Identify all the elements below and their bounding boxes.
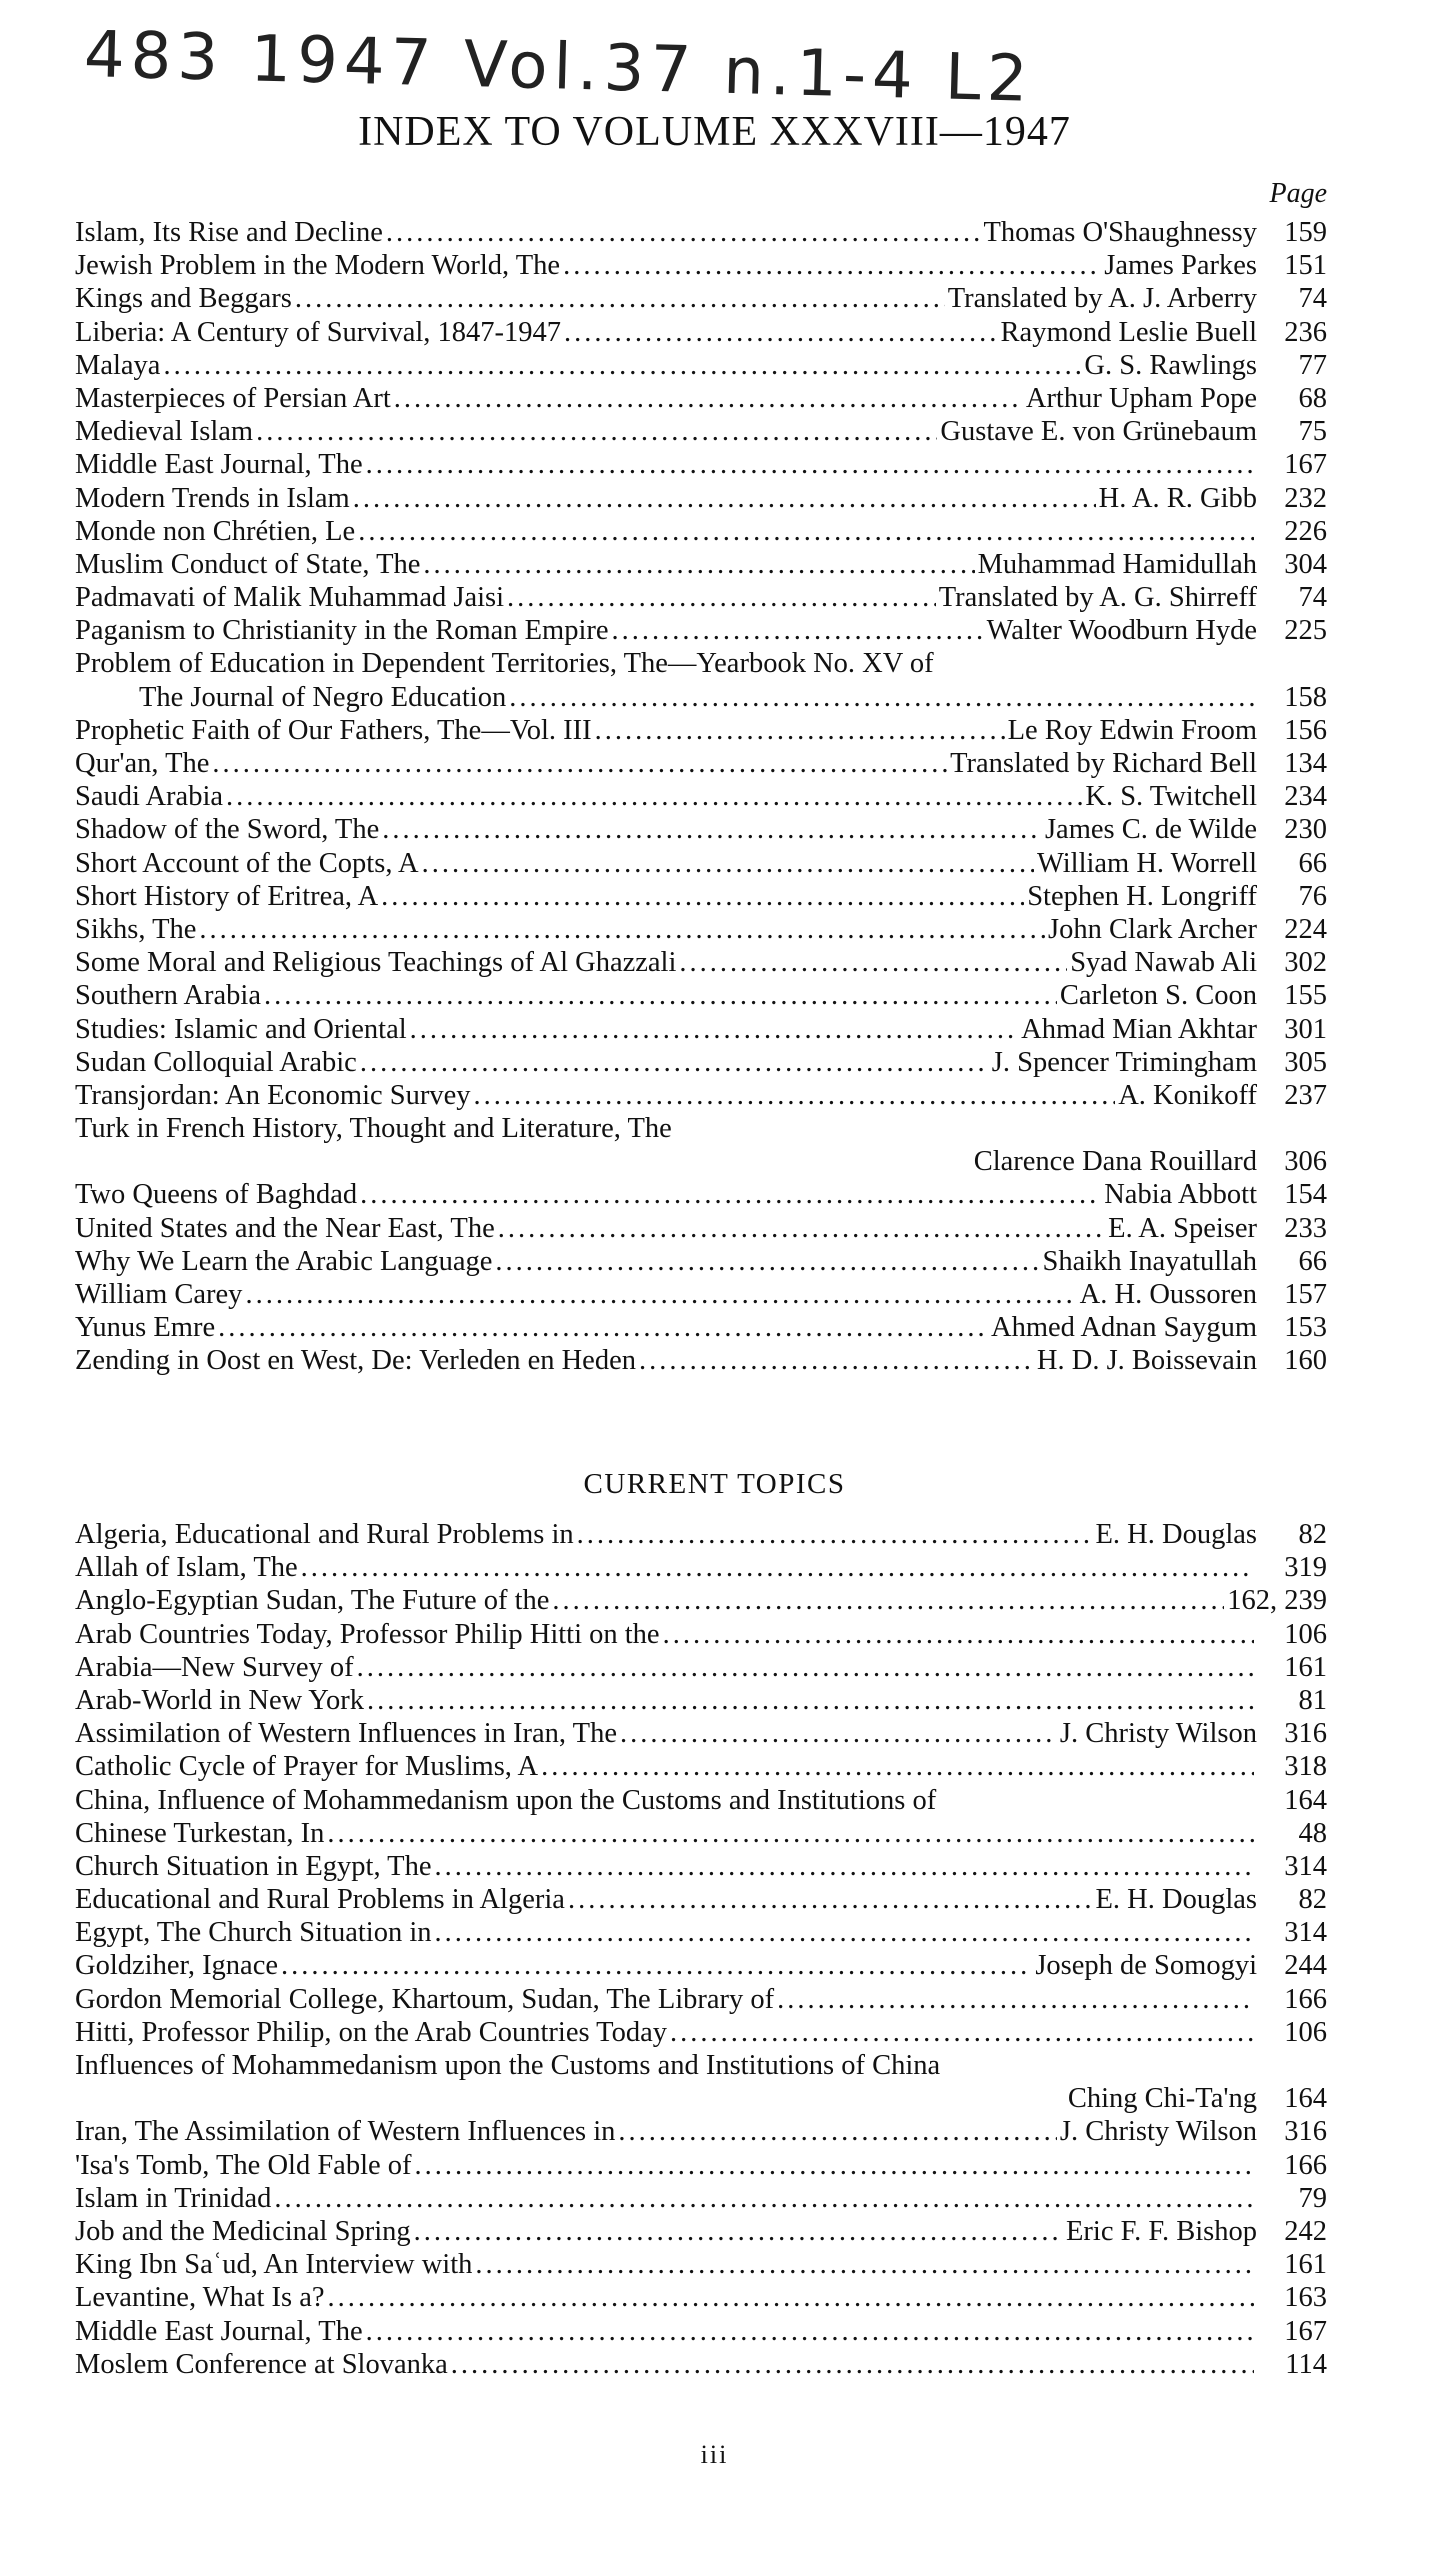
handwritten-note: 483 1947 Vol.37 n.1-4 L2 bbox=[83, 18, 1035, 117]
entry-title: Short Account of the Copts, A bbox=[75, 847, 419, 879]
dot-leader bbox=[394, 382, 1023, 415]
dot-leader bbox=[358, 515, 1254, 548]
entry-page: 82 bbox=[1298, 1884, 1327, 1916]
entry-title: Anglo-Egyptian Sudan, The Future of the bbox=[75, 1585, 550, 1617]
entry-page: 314 bbox=[1284, 1850, 1327, 1882]
entry-page: 151 bbox=[1284, 250, 1327, 282]
index-entry bbox=[75, 1883, 1327, 1916]
dot-leader bbox=[670, 2016, 1254, 2049]
entry-author: Ching Chi-Ta'ng bbox=[1067, 2083, 1257, 2115]
entry-author: Muhammad Hamidullah bbox=[977, 548, 1257, 580]
entry-page: 305 bbox=[1284, 1046, 1327, 1078]
dot-leader bbox=[475, 2248, 1254, 2281]
dot-leader bbox=[568, 1883, 1093, 1916]
entry-title: Yunus Emre bbox=[75, 1312, 216, 1344]
index-entry bbox=[75, 1518, 1327, 1551]
dot-leader bbox=[410, 1013, 1018, 1046]
entry-page: 66 bbox=[1298, 847, 1327, 879]
entry-title: King Ibn Saʿud, An Interview with bbox=[75, 2249, 473, 2281]
dot-leader bbox=[281, 1949, 1032, 1982]
index-entry bbox=[75, 1949, 1327, 1982]
index-entry bbox=[75, 1750, 1327, 1783]
index-entry bbox=[75, 1651, 1327, 1684]
entry-page: 166 bbox=[1284, 2149, 1327, 2181]
index-entry bbox=[75, 1112, 1327, 1145]
index-entry bbox=[75, 2248, 1327, 2281]
index-entry bbox=[75, 2315, 1327, 2348]
entry-title: Middle East Journal, The bbox=[75, 2315, 363, 2347]
entry-author: John Clark Archer bbox=[1048, 913, 1257, 945]
current-topics-heading: CURRENT TOPICS bbox=[583, 1468, 846, 1500]
index-entry bbox=[75, 1850, 1327, 1883]
entry-page: 167 bbox=[1284, 449, 1327, 481]
entry-title: Chinese Turkestan, In bbox=[75, 1817, 325, 1849]
entry-page: 82 bbox=[1298, 1519, 1327, 1550]
entry-page: 167 bbox=[1284, 2315, 1327, 2347]
entry-author: Thomas O'Shaughnessy bbox=[983, 217, 1257, 248]
entry-author: Stephen H. Longriff bbox=[1027, 880, 1257, 912]
entry-page: 114 bbox=[1285, 2348, 1327, 2380]
entry-title: Gordon Memorial College, Khartoum, Sudan, The Library of bbox=[75, 1983, 775, 2015]
entry-author: Translated by A. G. Shirreff bbox=[938, 582, 1257, 614]
dot-leader bbox=[264, 979, 1057, 1012]
index-list bbox=[75, 216, 1327, 1378]
index-entry bbox=[75, 1784, 1327, 1817]
entry-title: Liberia: A Century of Survival, 1847-1947 bbox=[75, 316, 562, 348]
entry-page: 159 bbox=[1284, 217, 1327, 248]
index-entry bbox=[75, 813, 1327, 846]
entry-title: Levantine, What Is a? bbox=[75, 2282, 325, 2314]
index-entry bbox=[75, 1178, 1327, 1211]
entry-title: Sikhs, The bbox=[75, 913, 197, 945]
entry-title: Padmavati of Malik Muhammad Jaisi bbox=[75, 582, 505, 614]
dot-leader bbox=[163, 349, 1081, 382]
index-entry bbox=[75, 482, 1327, 515]
entry-title: Qur'an, The bbox=[75, 748, 210, 779]
dot-leader bbox=[274, 2182, 1254, 2215]
entry-page: 134 bbox=[1284, 748, 1327, 779]
entry-title: Islam in Trinidad bbox=[75, 2182, 272, 2214]
dot-leader bbox=[777, 1983, 1254, 2016]
entry-title: Catholic Cycle of Prayer for Muslims, A bbox=[75, 1751, 539, 1783]
entry-title: Algeria, Educational and Rural Problems in bbox=[75, 1519, 574, 1550]
page-column-label: Page bbox=[1269, 178, 1327, 209]
index-entry bbox=[75, 714, 1327, 747]
entry-page: 316 bbox=[1284, 1718, 1327, 1750]
entry-author: J. Christy Wilson bbox=[1059, 1718, 1257, 1750]
entry-page: 160 bbox=[1284, 1345, 1327, 1377]
index-entry bbox=[75, 2049, 1327, 2082]
entry-page: 48 bbox=[1298, 1817, 1327, 1849]
dot-leader bbox=[663, 1618, 1254, 1651]
entry-author: Carleton S. Coon bbox=[1059, 980, 1257, 1012]
index-entry bbox=[75, 1916, 1327, 1949]
index-entry bbox=[75, 614, 1327, 647]
entry-title: Influences of Mohammedanism upon the Customs and Institutions of China bbox=[75, 2050, 941, 2081]
index-entry bbox=[75, 2182, 1327, 2215]
dot-leader bbox=[295, 282, 945, 315]
entry-title: Paganism to Christianity in the Roman Empire bbox=[75, 615, 609, 647]
entry-page: 163 bbox=[1284, 2282, 1327, 2314]
entry-page: 106 bbox=[1284, 1618, 1327, 1650]
index-entry bbox=[75, 1551, 1327, 1584]
index-entry bbox=[75, 847, 1327, 880]
entry-author: Translated by Richard Bell bbox=[950, 748, 1257, 779]
entry-title: Arabia—New Survey of bbox=[75, 1651, 354, 1683]
entry-page: 161 bbox=[1284, 1651, 1327, 1683]
entry-title: Southern Arabia bbox=[75, 980, 262, 1012]
dot-leader bbox=[498, 1212, 1105, 1245]
entry-page: 77 bbox=[1298, 349, 1327, 381]
entry-page: 157 bbox=[1284, 1279, 1327, 1310]
index-entry bbox=[75, 415, 1327, 448]
entry-page: 68 bbox=[1298, 382, 1327, 414]
index-entry bbox=[75, 282, 1327, 315]
dot-leader bbox=[451, 2348, 1254, 2381]
entry-title: 'Isa's Tomb, The Old Fable of bbox=[75, 2149, 412, 2181]
index-entry bbox=[75, 316, 1327, 349]
entry-title: Some Moral and Religious Teachings of Al Ghazzali bbox=[75, 947, 677, 979]
entry-author: Eric F. F. Bishop bbox=[1066, 2215, 1257, 2247]
entry-title: Muslim Conduct of State, The bbox=[75, 548, 421, 580]
entry-author: Ahmed Adnan Saygum bbox=[991, 1312, 1257, 1344]
entry-page: 164 bbox=[1284, 2083, 1327, 2115]
index-entry bbox=[75, 1817, 1327, 1850]
entry-author: Syad Nawab Ali bbox=[1070, 947, 1257, 979]
dot-leader bbox=[679, 946, 1067, 979]
dot-leader bbox=[612, 614, 984, 647]
index-entry-continuation bbox=[75, 2082, 1327, 2115]
index-entry bbox=[75, 1717, 1327, 1750]
index-entry bbox=[75, 2215, 1327, 2248]
entry-author: H. D. J. Boissevain bbox=[1036, 1345, 1257, 1377]
index-entry bbox=[75, 349, 1327, 382]
entry-title: Monde non Chrétien, Le bbox=[75, 515, 356, 547]
index-entry bbox=[75, 979, 1327, 1012]
entry-title: Educational and Rural Problems in Algeria bbox=[75, 1884, 565, 1916]
index-entry-continuation bbox=[75, 681, 1327, 714]
entry-title: Hitti, Professor Philip, on the Arab Countries Today bbox=[75, 2016, 667, 2048]
entry-author: Gustave E. von Grünebaum bbox=[940, 416, 1257, 448]
dot-leader bbox=[414, 2215, 1063, 2248]
index-entry bbox=[75, 647, 1327, 680]
entry-page: 242 bbox=[1284, 2215, 1327, 2247]
entry-title: Church Situation in Egypt, The bbox=[75, 1850, 432, 1882]
entry-author: Nabia Abbott bbox=[1104, 1179, 1257, 1211]
index-entry bbox=[75, 548, 1327, 581]
entry-title: Allah of Islam, The bbox=[75, 1552, 298, 1584]
entry-title: Goldziher, Ignace bbox=[75, 1950, 279, 1982]
index-entry bbox=[75, 448, 1327, 481]
entry-author: A. H. Oussoren bbox=[1079, 1279, 1257, 1310]
index-entry bbox=[75, 780, 1327, 813]
entry-author: J. Christy Wilson bbox=[1059, 2116, 1257, 2148]
entry-page: 106 bbox=[1284, 2016, 1327, 2048]
dot-leader bbox=[422, 847, 1034, 880]
index-entry bbox=[75, 2016, 1327, 2049]
entry-title: Moslem Conference at Slovanka bbox=[75, 2348, 448, 2380]
dot-leader bbox=[256, 415, 937, 448]
entry-page: 154 bbox=[1284, 1179, 1327, 1211]
dot-leader bbox=[382, 813, 1042, 846]
dot-leader bbox=[360, 1046, 989, 1079]
entry-title: Zending in Oost en West, De: Verleden en Heden bbox=[75, 1345, 636, 1377]
entry-author: Le Roy Edwin Froom bbox=[1007, 714, 1257, 746]
entry-author: Translated by A. J. Arberry bbox=[947, 283, 1257, 315]
entry-title: Sudan Colloquial Arabic bbox=[75, 1046, 357, 1078]
dot-leader bbox=[357, 1651, 1254, 1684]
dot-leader bbox=[301, 1551, 1254, 1584]
entry-title: Arab Countries Today, Professor Philip Hitti on the bbox=[75, 1618, 660, 1650]
entry-page: 158 bbox=[1284, 681, 1327, 713]
entry-title: Islam, Its Rise and Decline bbox=[75, 217, 383, 248]
index-entry bbox=[75, 2281, 1327, 2314]
entry-title: Jewish Problem in the Modern World, The bbox=[75, 250, 561, 282]
entry-page: 75 bbox=[1298, 416, 1327, 448]
entry-page: 79 bbox=[1298, 2182, 1327, 2214]
dot-leader bbox=[507, 581, 936, 614]
entry-page: 155 bbox=[1284, 980, 1327, 1012]
dot-leader bbox=[360, 1178, 1101, 1211]
entry-page: 224 bbox=[1284, 913, 1327, 945]
entry-title: China, Influence of Mohammedanism upon the Customs and Institutions of bbox=[75, 1784, 937, 1816]
entry-author: G. S. Rawlings bbox=[1084, 349, 1257, 381]
entry-page: 153 bbox=[1284, 1312, 1327, 1344]
index-entry bbox=[75, 216, 1327, 249]
entry-page: 233 bbox=[1284, 1212, 1327, 1244]
index-entry bbox=[75, 1278, 1327, 1311]
entry-page: 76 bbox=[1298, 880, 1327, 912]
entry-page: 316 bbox=[1284, 2116, 1327, 2148]
entry-author: J. Spencer Trimingham bbox=[991, 1046, 1257, 1078]
entry-title: United States and the Near East, The bbox=[75, 1212, 495, 1244]
entry-author: E. H. Douglas bbox=[1095, 1519, 1257, 1550]
entry-title: Short History of Eritrea, A bbox=[75, 880, 379, 912]
entry-title: Prophetic Faith of Our Fathers, The—Vol. III bbox=[75, 714, 592, 746]
dot-leader bbox=[353, 482, 1096, 515]
index-entry bbox=[75, 1212, 1327, 1245]
index-entry bbox=[75, 880, 1327, 913]
entry-page: 237 bbox=[1284, 1079, 1327, 1111]
entry-page: 81 bbox=[1298, 1684, 1327, 1716]
entry-author: James Parkes bbox=[1104, 250, 1257, 282]
index-entry bbox=[75, 913, 1327, 946]
dot-leader bbox=[386, 216, 981, 249]
entry-title: Assimilation of Western Influences in Iran, The bbox=[75, 1718, 617, 1750]
dot-leader bbox=[435, 1850, 1255, 1883]
entry-author: H. A. R. Gibb bbox=[1098, 482, 1257, 514]
entry-page: 74 bbox=[1298, 582, 1327, 614]
entry-page: 318 bbox=[1284, 1751, 1327, 1783]
entry-author: Ahmad Mian Akhtar bbox=[1021, 1013, 1257, 1045]
index-entry bbox=[75, 2115, 1327, 2148]
dot-leader bbox=[563, 249, 1101, 282]
entry-page: 74 bbox=[1298, 283, 1327, 315]
dot-leader bbox=[327, 1817, 1254, 1850]
entry-title: Egypt, The Church Situation in bbox=[75, 1917, 432, 1949]
index-entry bbox=[75, 249, 1327, 282]
dot-leader bbox=[620, 1717, 1057, 1750]
index-entry bbox=[75, 1013, 1327, 1046]
entry-page: 156 bbox=[1284, 714, 1327, 746]
dot-leader bbox=[328, 2281, 1254, 2314]
entry-title: Modern Trends in Islam bbox=[75, 482, 350, 514]
entry-title: Middle East Journal, The bbox=[75, 449, 363, 481]
dot-leader bbox=[366, 2315, 1254, 2348]
index-entry bbox=[75, 515, 1327, 548]
dot-leader bbox=[577, 1518, 1093, 1551]
entry-page: 232 bbox=[1284, 482, 1327, 514]
index-entry bbox=[75, 382, 1327, 415]
entry-page: 236 bbox=[1284, 316, 1327, 348]
entry-author: Arthur Upham Pope bbox=[1025, 382, 1257, 414]
entry-page: 162, 239 bbox=[1227, 1585, 1327, 1617]
current-topics-list bbox=[75, 1518, 1327, 2381]
entry-title: Transjordan: An Economic Survey bbox=[75, 1079, 471, 1111]
dot-leader bbox=[618, 2115, 1057, 2148]
entry-page: 319 bbox=[1284, 1552, 1327, 1584]
entry-author: Clarence Dana Rouillard bbox=[973, 1146, 1257, 1178]
index-entry bbox=[75, 747, 1327, 780]
dot-leader bbox=[495, 1245, 1039, 1278]
entry-author: Shaikh Inayatullah bbox=[1042, 1245, 1257, 1277]
entry-page: 161 bbox=[1284, 2249, 1327, 2281]
index-entry bbox=[75, 1245, 1327, 1278]
entry-title: Job and the Medicinal Spring bbox=[75, 2215, 411, 2247]
entry-title: Shadow of the Sword, The bbox=[75, 814, 380, 846]
dot-leader bbox=[423, 548, 974, 581]
entry-title: Why We Learn the Arabic Language bbox=[75, 1245, 493, 1277]
dot-leader bbox=[199, 913, 1045, 946]
dot-leader bbox=[218, 1311, 988, 1344]
dot-leader bbox=[367, 1684, 1254, 1717]
index-entry bbox=[75, 2348, 1327, 2381]
entry-title: William Carey bbox=[75, 1279, 243, 1310]
entry-page: 234 bbox=[1284, 781, 1327, 813]
entry-title: Iran, The Assimilation of Western Influences in bbox=[75, 2116, 616, 2148]
index-entry bbox=[75, 1684, 1327, 1717]
index-entry bbox=[75, 1079, 1327, 1112]
index-entry bbox=[75, 1983, 1327, 2016]
entry-title: Medieval Islam bbox=[75, 416, 254, 448]
entry-title: Masterpieces of Persian Art bbox=[75, 382, 391, 414]
dot-leader bbox=[639, 1344, 1034, 1377]
index-entry bbox=[75, 946, 1327, 979]
dot-leader bbox=[541, 1750, 1254, 1783]
entry-title: Two Queens of Baghdad bbox=[75, 1179, 358, 1211]
entry-author: K. S. Twitchell bbox=[1085, 781, 1257, 813]
entry-author: Raymond Leslie Buell bbox=[1000, 316, 1257, 348]
entry-title-continued: The Journal of Negro Education bbox=[139, 681, 507, 713]
entry-page: 301 bbox=[1284, 1013, 1327, 1045]
entry-page: 244 bbox=[1284, 1950, 1327, 1982]
entry-title: Saudi Arabia bbox=[75, 781, 224, 813]
index-entry bbox=[75, 1311, 1327, 1344]
entry-page: 66 bbox=[1298, 1245, 1327, 1277]
dot-leader bbox=[474, 1079, 1116, 1112]
dot-leader bbox=[212, 747, 947, 780]
index-entry-continuation bbox=[75, 1145, 1327, 1178]
index-entry bbox=[75, 581, 1327, 614]
entry-page: 226 bbox=[1284, 515, 1327, 547]
entry-author: Joseph de Somogyi bbox=[1035, 1950, 1257, 1982]
entry-page: 304 bbox=[1284, 548, 1327, 580]
entry-title: Problem of Education in Dependent Territories, The—Yearbook No. XV of bbox=[75, 648, 934, 680]
entry-page: 306 bbox=[1284, 1146, 1327, 1178]
dot-leader bbox=[509, 681, 1254, 714]
entry-page: 164 bbox=[1284, 1784, 1327, 1816]
entry-page: 302 bbox=[1284, 947, 1327, 979]
dot-leader bbox=[415, 2149, 1254, 2182]
dot-leader bbox=[381, 880, 1024, 913]
dot-leader bbox=[366, 448, 1254, 481]
entry-title: Arab-World in New York bbox=[75, 1684, 365, 1716]
entry-title: Malaya bbox=[75, 349, 161, 381]
dot-leader bbox=[245, 1278, 1076, 1311]
entry-author: A. Konikoff bbox=[1118, 1079, 1257, 1111]
page-number-footer: iii bbox=[700, 2440, 729, 2469]
entry-page: 225 bbox=[1284, 615, 1327, 647]
dot-leader bbox=[435, 1916, 1255, 1949]
entry-author: William H. Worrell bbox=[1036, 847, 1257, 879]
index-entry bbox=[75, 1584, 1327, 1617]
entry-author: E. H. Douglas bbox=[1095, 1884, 1257, 1916]
entry-title: Turk in French History, Thought and Literature, The bbox=[75, 1113, 672, 1145]
entry-title: Kings and Beggars bbox=[75, 283, 292, 315]
dot-leader bbox=[564, 316, 998, 349]
entry-author: E. A. Speiser bbox=[1108, 1212, 1257, 1244]
dot-leader bbox=[552, 1584, 1224, 1617]
index-entry bbox=[75, 2149, 1327, 2182]
entry-page: 166 bbox=[1284, 1983, 1327, 2015]
entry-page: 230 bbox=[1284, 814, 1327, 846]
dot-leader bbox=[226, 780, 1082, 813]
entry-author: Walter Woodburn Hyde bbox=[986, 615, 1257, 647]
entry-title: Studies: Islamic and Oriental bbox=[75, 1013, 407, 1045]
index-entry bbox=[75, 1046, 1327, 1079]
index-entry bbox=[75, 1344, 1327, 1377]
entry-author: James C. de Wilde bbox=[1044, 814, 1257, 846]
index-entry bbox=[75, 1618, 1327, 1651]
page-title: INDEX TO VOLUME XXXVIII—1947 bbox=[358, 109, 1071, 155]
dot-leader bbox=[595, 714, 1005, 747]
entry-page: 314 bbox=[1284, 1917, 1327, 1949]
